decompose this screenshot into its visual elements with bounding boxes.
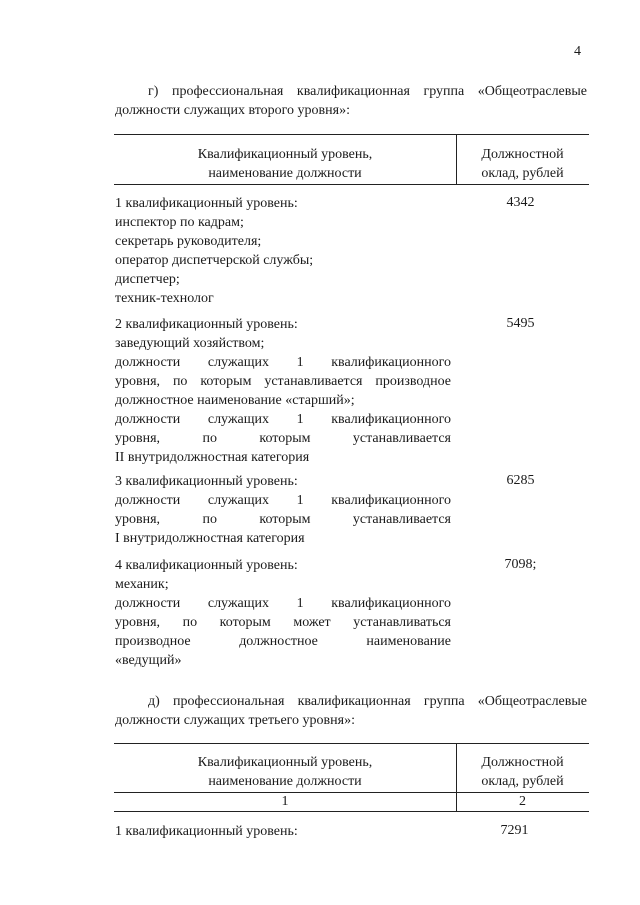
section-d-intro: д) профессиональная квалификационная группа «Общеотраслевые должности служащих третьего уровня»: <box>115 694 587 728</box>
section-g-intro: г) профессиональная квалификационная группа «Общеотраслевые должности служащих второго уровня»: <box>115 84 587 118</box>
table-d-column-number-2: 2 <box>519 794 526 809</box>
table-d-header-salary: Должностной оклад, рублей <box>481 755 564 789</box>
table-g-row-4-salary: 7098; <box>504 557 537 572</box>
table-g-row-2-text: 2 квалификационный уровень: заведующий хозяйством; должности служащих 1 квалификационного уровня, по которым устанавливается производное должностное наименование «старший»; должности служащих 1 квалификационного уровня, по которым устанавливается II внутридолжностная категория <box>115 317 451 465</box>
table-d-number-rule <box>114 811 589 812</box>
page-number: 4 <box>574 44 581 59</box>
table-g-row-3-text: 3 квалификационный уровень: должности служащих 1 квалификационного уровня, по которым устанавливается I внутридолжностная категория <box>115 474 451 546</box>
table-g-header-rule <box>114 184 589 185</box>
table-g-header-salary: Должностной оклад, рублей <box>481 147 564 181</box>
table-d-row-1-text: 1 квалификационный уровень: <box>115 824 298 839</box>
table-d-column-number-1: 1 <box>281 794 289 809</box>
table-g-top-rule <box>114 134 589 135</box>
table-d-top-rule <box>114 743 589 744</box>
table-g-row-3-salary: 6285 <box>506 473 535 488</box>
table-d-row-1-salary: 7291 <box>500 823 529 838</box>
table-g-row-1-text: 1 квалификационный уровень: инспектор по кадрам; секретарь руководителя; оператор диспетчерской службы; диспетчер; техник-технолог <box>115 196 314 306</box>
table-d-header-level: Квалификационный уровень, наименование должности <box>197 755 373 789</box>
table-g-row-2-salary: 5495 <box>506 316 535 331</box>
table-g-row-1-salary: 4342 <box>506 195 535 210</box>
table-g-header-level: Квалификационный уровень, наименование должности <box>197 147 373 181</box>
table-g-row-4-text: 4 квалификационный уровень: механик; должности служащих 1 квалификационного уровня, по которым может устанавливаться производное должностное наименование «ведущий» <box>115 558 451 668</box>
